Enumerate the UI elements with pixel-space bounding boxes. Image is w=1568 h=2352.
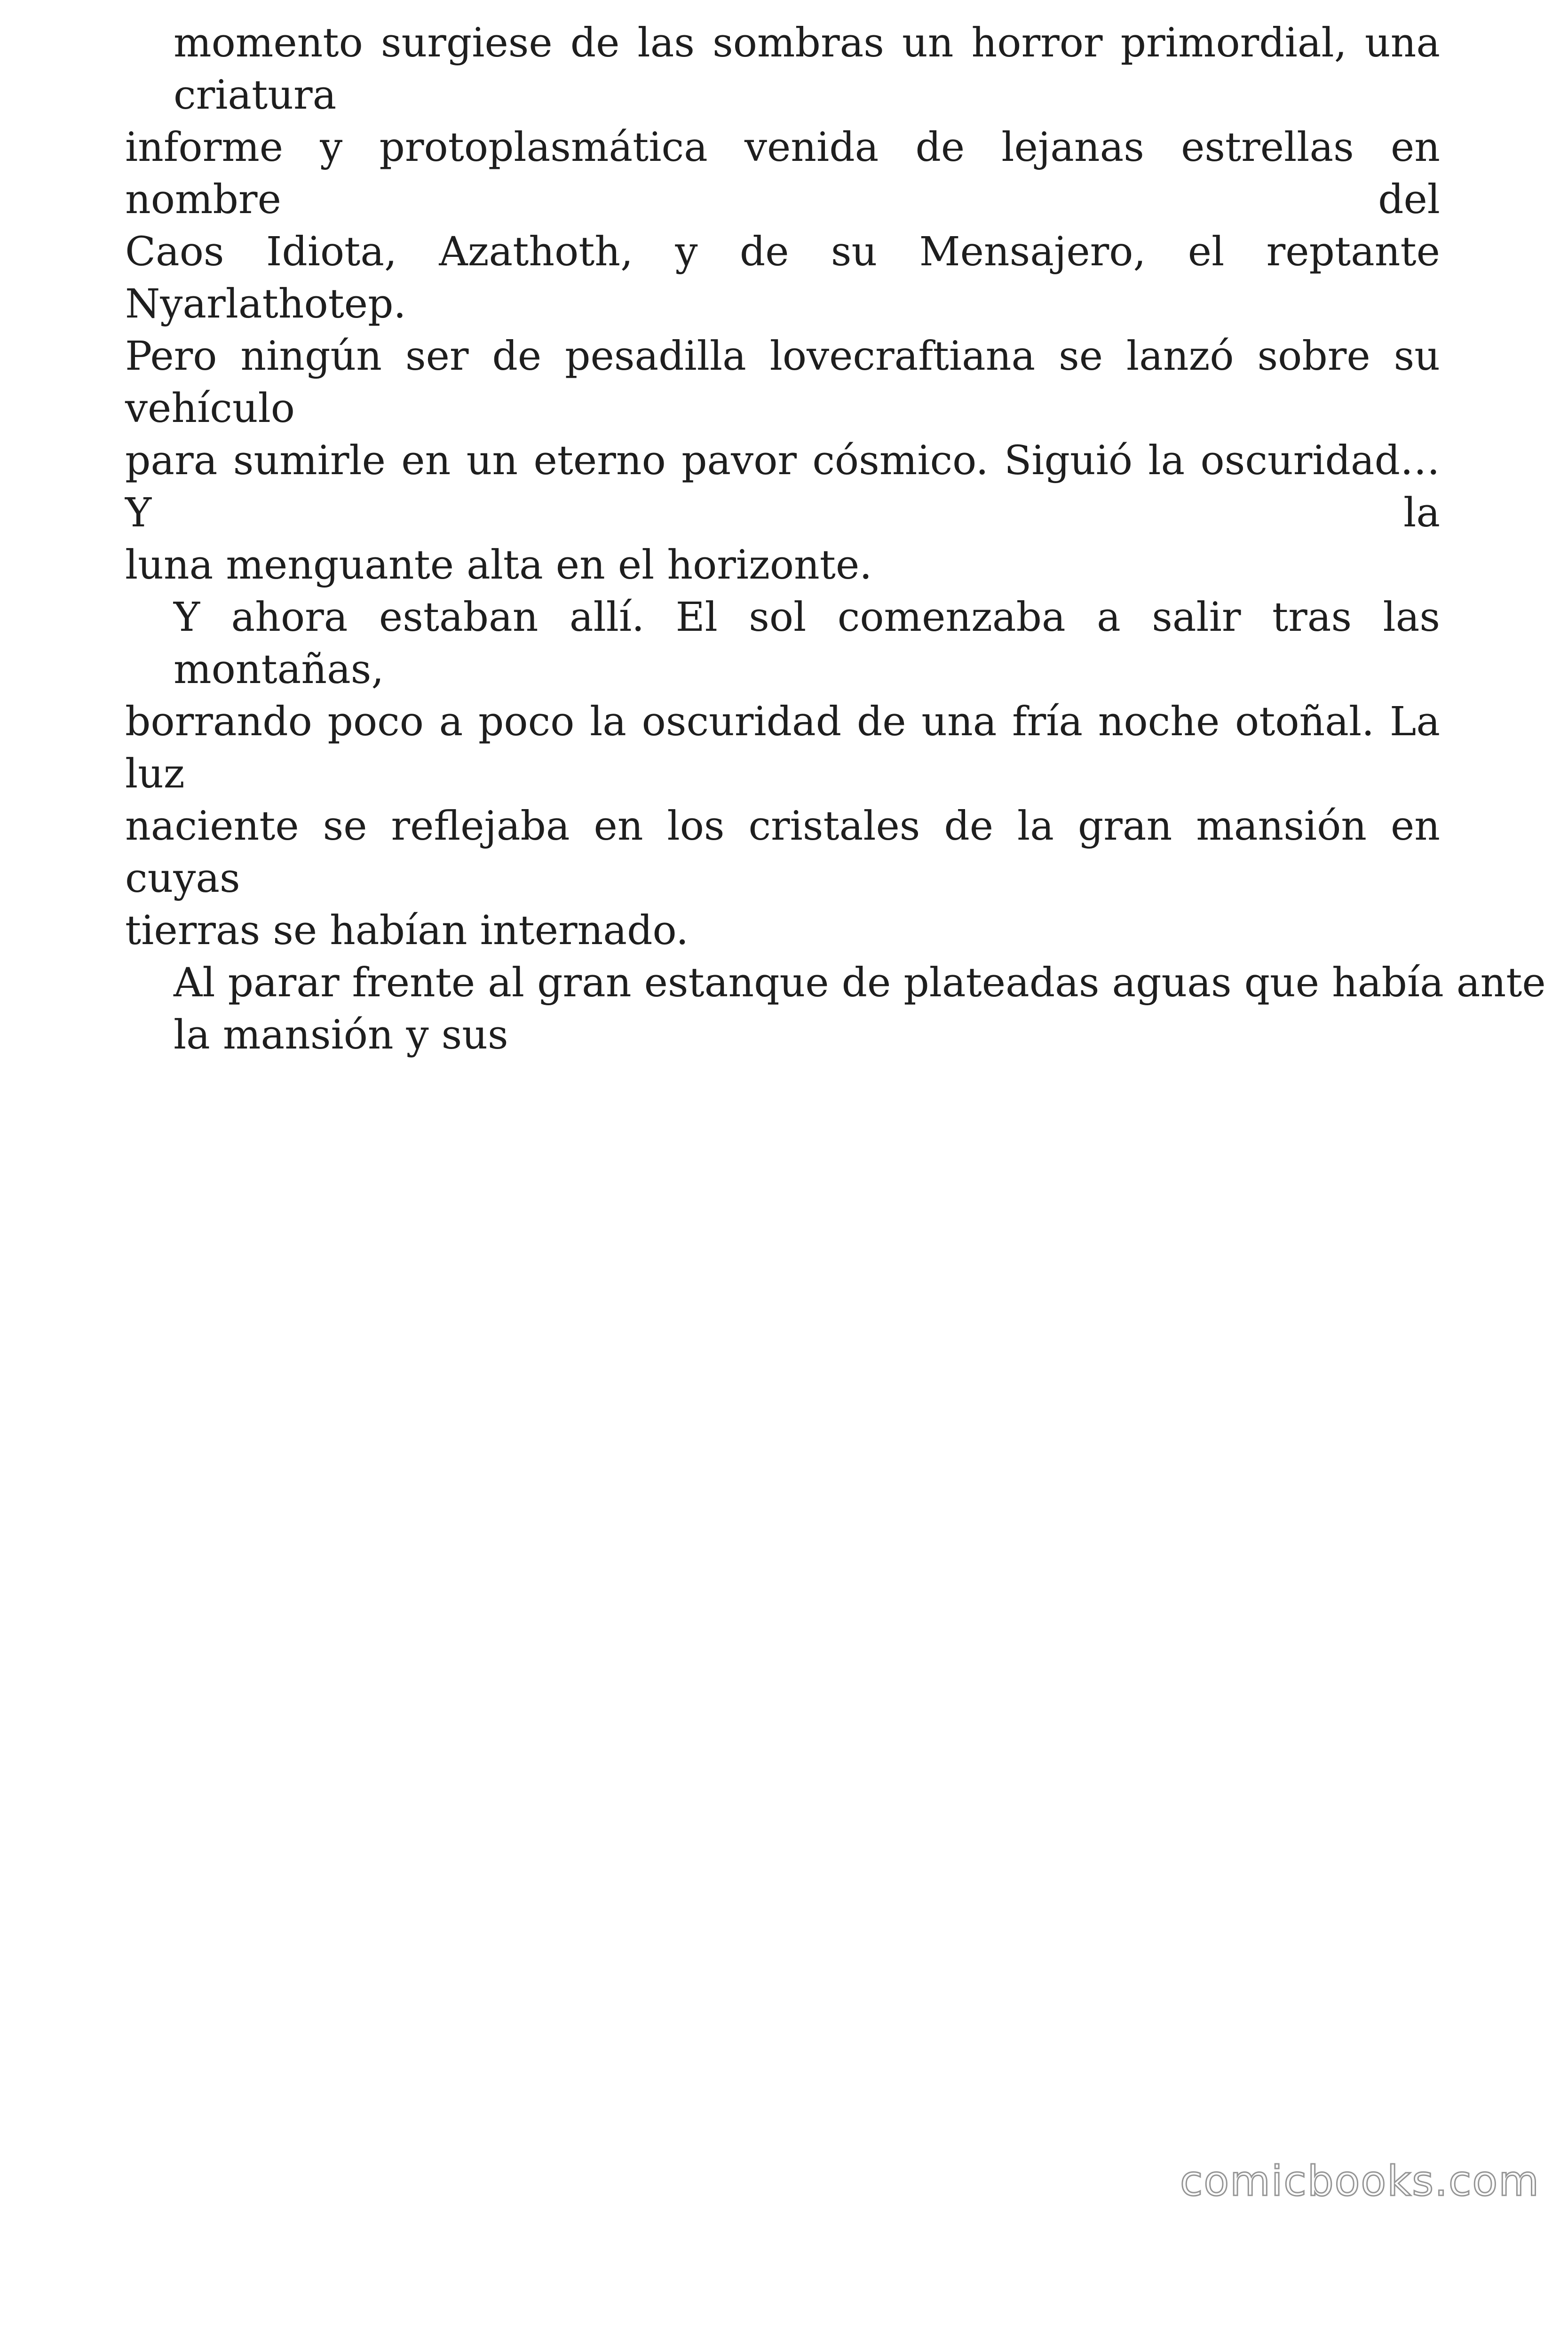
text-line: luna menguante alta en el horizonte. [125,542,872,588]
text-line: momento surgiese de las sombras un horror primordial, una criatura [174,20,1440,119]
paragraph-1 [125,17,1440,591]
text-line: Caos Idiota, Azathoth, y de su Mensajero, el reptante Nyarlathotep. [125,229,1440,327]
text-line: borrando poco a poco la oscuridad de una fría noche otoñal. La luz [125,699,1440,797]
text-line: Al parar frente al gran estanque de plateadas aguas que había ante [174,960,1546,1006]
text-line: Y ahora estaban allí. El sol comenzaba a salir tras las montañas, [174,594,1440,693]
text-line: Pero ningún ser de pesadilla lovecraftiana se lanzó sobre su vehículo [125,333,1440,432]
text-line: naciente se reflejaba en los cristales de la gran mansión en cuyas [125,803,1440,902]
paragraph-2 [125,591,1440,957]
document-page [125,17,1546,1061]
text-line: informe y protoplasmática venida de lejanas estrellas en nombre del [125,124,1440,223]
text-line: para sumirle en un eterno pavor cósmico. Siguió la oscuridad… Y la [125,437,1440,536]
paragraph-3 [125,957,1546,1061]
text-line: la mansión y sus [174,1012,508,1058]
text-line: tierras se habían internado. [125,907,689,954]
watermark-logo: comicbooks.com [1180,2157,1540,2205]
